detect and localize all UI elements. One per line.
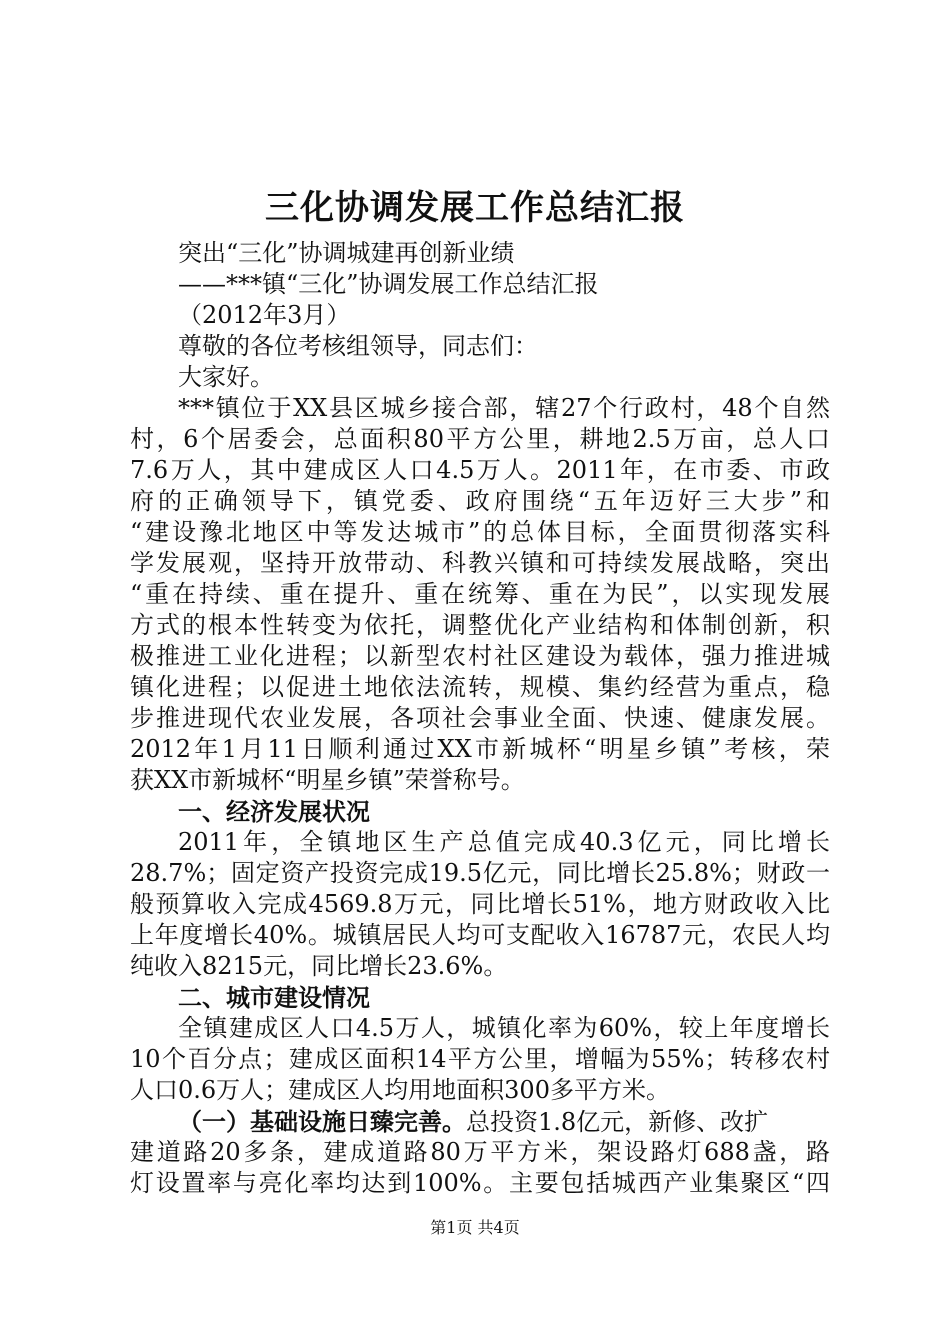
salutation-line: 尊敬的各位考核组领导，同志们：	[178, 332, 538, 360]
paragraph-overview	[130, 393, 830, 796]
paragraph-line: 极推进工业化进程；以新型农村社区建设为载体，强力推进城	[130, 642, 830, 670]
paragraph-line: 学发展观，坚持开放带动、科教兴镇和可持续发展战略，突出	[130, 549, 830, 577]
paragraph-line: 村，6个居委会，总面积80平方公里，耕地2.5万亩，总人口	[130, 425, 830, 453]
paragraph-line: 7.6万人，其中建成区人口4.5万人。2011年，在市委、市政	[130, 456, 830, 484]
subsection-heading-infrastructure: （一）基础设施日臻完善。	[178, 1107, 466, 1136]
section-heading-economy: 一、经济发展状况	[178, 797, 370, 826]
paragraph-line: 纯收入8215元，同比增长23.6%。	[130, 952, 508, 980]
paragraph-line: 方式的根本性转变为依托，调整优化产业结构和体制创新，积	[130, 611, 830, 639]
paragraph-line: 灯设置率与亮化率均达到100%。主要包括城西产业集聚区“四	[130, 1169, 830, 1197]
paragraph-line: 全镇建成区人口4.5万人，城镇化率为60%，较上年度增长	[178, 1014, 830, 1042]
paragraph-line: 28.7%；固定资产投资完成19.5亿元，同比增长25.8%；财政一	[130, 859, 830, 887]
greeting-line: 大家好。	[178, 363, 274, 391]
paragraph-line-rest: 总投资1.8亿元，新修、改扩	[466, 1108, 769, 1136]
paragraph-infrastructure	[130, 1106, 830, 1199]
paragraph-line: 获XX市新城杯“明星乡镇”荣誉称号。	[130, 766, 525, 794]
paragraph-line: 上年度增长40%。城镇居民人均可支配收入16787元，农民人均	[130, 921, 830, 949]
paragraph-line: “重在持续、重在提升、重在统筹、重在为民”，以实现发展	[130, 580, 830, 608]
paragraph-line: 10个百分点；建成区面积14平方公里，增幅为55%；转移农村	[130, 1045, 830, 1073]
paragraph-economy	[130, 827, 830, 982]
paragraph-line: 步推进现代农业发展，各项社会事业全面、快速、健康发展。	[130, 704, 830, 732]
paragraph-line: ***镇位于XX县区城乡接合部，辖27个行政村，48个自然	[178, 394, 830, 422]
subtitle-line: 突出“三化”协调城建再创新业绩	[178, 239, 515, 267]
paragraph-line: 府的正确领导下，镇党委、政府围绕“五年迈好三大步”和	[130, 487, 830, 515]
paragraph-urban	[130, 1013, 830, 1106]
paragraph-line: 2011年，全镇地区生产总值完成40.3亿元，同比增长	[178, 828, 830, 856]
paragraph-line: “建设豫北地区中等发达城市”的总体目标，全面贯彻落实科	[130, 518, 830, 546]
paragraph-line: 建道路20多条，建成道路80万平方米，架设路灯688盏，路	[130, 1138, 830, 1166]
paragraph-line: 镇化进程；以促进土地依法流转，规模、集约经营为重点，稳	[130, 673, 830, 701]
page-footer: 第1页 共4页	[430, 1218, 520, 1237]
paragraph-line: 人口0.6万人；建成区人均用地面积300多平方米。	[130, 1076, 670, 1104]
paragraph-line: 般预算收入完成4569.8万元，同比增长51%，地方财政收入比	[130, 890, 830, 918]
date-line: （2012年3月）	[178, 301, 351, 329]
paragraph-line: 2012年1月11日顺利通过XX市新城杯“明星乡镇”考核，荣	[130, 735, 830, 763]
section-heading-urban: 二、城市建设情况	[178, 983, 370, 1012]
paragraph-line	[130, 1106, 830, 1137]
document-body	[130, 238, 830, 1199]
document-title: 三化协调发展工作总结汇报	[265, 188, 685, 228]
subtitle-source-line: ——***镇“三化”协调发展工作总结汇报	[178, 270, 599, 298]
